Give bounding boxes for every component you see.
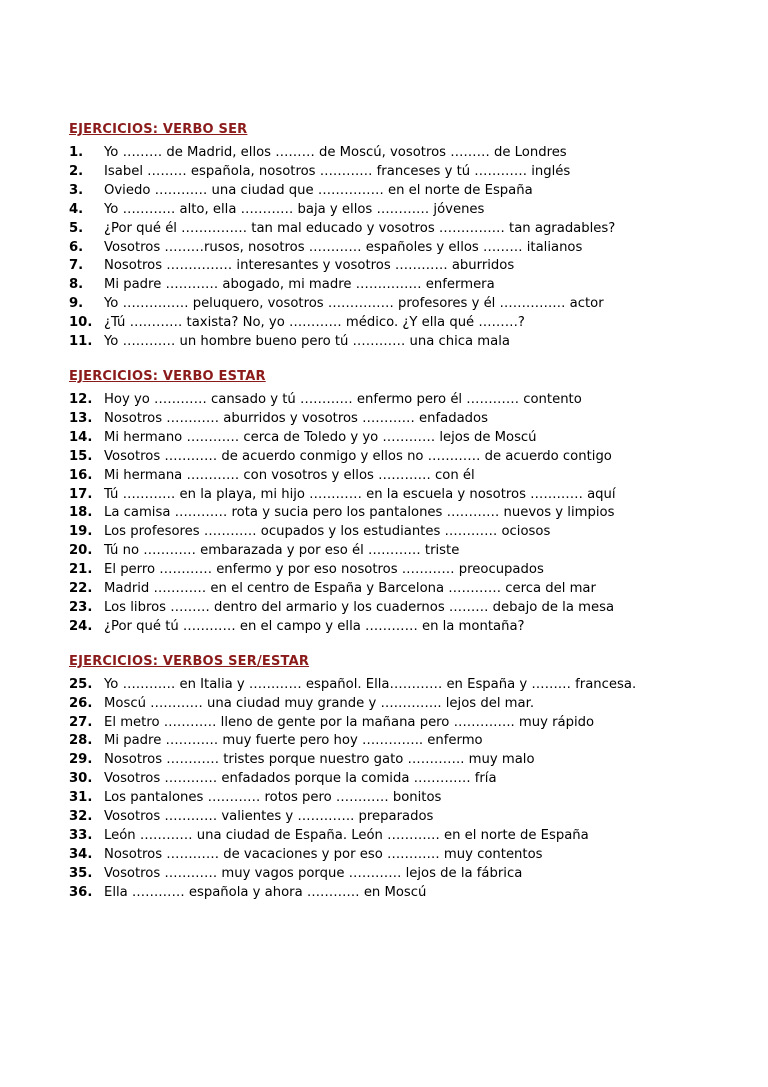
exercise-sentence: Yo ……… de Madrid, ellos ……… de Moscú, vosotros ……… de Londres [104, 145, 567, 160]
exercise-list [69, 144, 759, 352]
section-verbo-ser [69, 122, 759, 352]
exercise-number: 9. [69, 296, 84, 312]
exercise-item [69, 808, 759, 827]
exercise-list [69, 391, 759, 637]
exercise-number: 3. [69, 182, 84, 198]
exercise-sentence: Mi hermano ………… cerca de Toledo y yo ………… lejos de Moscú [104, 429, 537, 445]
exercise-number: 17. [69, 486, 93, 502]
exercise-item [69, 410, 759, 429]
section-verbo-estar [69, 369, 759, 637]
exercise-item [69, 448, 759, 467]
exercise-sentence: Vosotros ………rusos, nosotros ………… españoles y ellos ……… italianos [104, 239, 583, 255]
exercise-number: 34. [69, 846, 93, 862]
exercise-sentence: Vosotros ………… muy vagos porque ………… lejos de la fábrica [104, 865, 523, 881]
exercise-sentence: Nosotros ………… de vacaciones y por eso ………… muy contentos [104, 846, 543, 862]
exercise-sentence: Yo ………… en Italia y ………… español. Ella………… en España y ……… francesa. [104, 676, 637, 692]
exercise-number: 19. [69, 524, 93, 540]
exercise-sentence: ¿Por qué él …………… tan mal educado y vosotros …………… tan agradables? [104, 220, 616, 236]
exercise-item [69, 561, 759, 580]
exercise-item [69, 182, 759, 201]
exercise-number: 29. [69, 752, 93, 768]
exercise-item [69, 770, 759, 789]
exercise-item [69, 751, 759, 770]
exercise-number: 12. [69, 391, 93, 407]
exercise-number: 8. [69, 277, 84, 293]
exercise-sentence: Oviedo ………… una ciudad que …………… en el norte de España [104, 182, 533, 198]
exercise-sentence: Los libros ……… dentro del armario y los cuadernos ……… debajo de la mesa [104, 599, 615, 615]
exercise-item [69, 486, 759, 505]
exercise-number: 10. [69, 315, 93, 331]
exercise-sentence: ¿Tú ………… taxista? No, yo ………… médico. ¿Y ella qué ………? [104, 315, 525, 331]
exercise-number: 31. [69, 790, 93, 806]
exercise-number: 23. [69, 599, 93, 615]
exercise-number: 4. [69, 201, 84, 217]
exercise-item [69, 220, 759, 239]
exercise-sentence: Vosotros ………… enfadados porque la comida …………. fría [104, 771, 497, 787]
exercise-item [69, 257, 759, 276]
exercise-item [69, 827, 759, 846]
exercise-number: 22. [69, 581, 93, 597]
worksheet-page [69, 122, 759, 920]
exercise-sentence: Yo …………… peluquero, vosotros …………… profesores y él …………… actor [104, 296, 604, 312]
exercise-sentence: Los profesores ………… ocupados y los estudiantes ………… ociosos [104, 524, 551, 540]
exercise-item [69, 504, 759, 523]
section-title: EJERCICIOS: VERBO SER [69, 122, 248, 137]
exercise-item [69, 276, 759, 295]
exercise-item [69, 865, 759, 884]
exercise-sentence: La camisa ………… rota y sucia pero los pantalones ………… nuevos y limpios [104, 505, 615, 521]
exercise-sentence: Yo ………… un hombre bueno pero tú ………… una chica mala [104, 334, 510, 350]
exercise-number: 25. [69, 676, 93, 692]
exercise-item [69, 714, 759, 733]
exercise-item [69, 467, 759, 486]
exercise-sentence: Los pantalones ………… rotos pero ………… bonitos [104, 790, 442, 806]
exercise-sentence: Nosotros …………… interesantes y vosotros ………… aburridos [104, 258, 515, 274]
exercise-number: 6. [69, 239, 84, 255]
exercise-list [69, 676, 759, 903]
exercise-sentence: Yo ………… alto, ella ………… baja y ellos ………… jóvenes [104, 201, 485, 217]
exercise-number: 32. [69, 809, 93, 825]
exercise-number: 27. [69, 714, 93, 730]
exercise-item [69, 676, 759, 695]
exercise-item [69, 618, 759, 637]
exercise-number: 36. [69, 884, 93, 900]
exercise-item [69, 391, 759, 410]
exercise-number: 24. [69, 618, 93, 634]
exercise-item [69, 523, 759, 542]
exercise-sentence: ¿Por qué tú ………… en el campo y ella ………… en la montaña? [104, 618, 525, 634]
exercise-number: 16. [69, 467, 93, 483]
exercise-number: 1. [69, 145, 84, 160]
exercise-number: 28. [69, 733, 93, 749]
exercise-item [69, 599, 759, 618]
exercise-number: 20. [69, 543, 93, 559]
exercise-item [69, 239, 759, 258]
exercise-number: 14. [69, 429, 93, 445]
exercise-number: 35. [69, 865, 93, 881]
exercise-sentence: León ………… una ciudad de España. León ………… en el norte de España [104, 828, 589, 843]
exercise-sentence: El metro ………… lleno de gente por la mañana pero ………….. muy rápido [104, 714, 595, 730]
exercise-sentence: Tú ………… en la playa, mi hijo ………… en la escuela y nosotros ………… aquí [104, 486, 616, 502]
exercise-number: 30. [69, 771, 93, 787]
exercise-number: 11. [69, 334, 93, 350]
exercise-item [69, 695, 759, 714]
exercise-item [69, 333, 759, 352]
exercise-number: 26. [69, 695, 93, 711]
section-verbos-ser-estar [69, 654, 759, 903]
exercise-sentence: Isabel ……… española, nosotros ………… franceses y tú ………… inglés [104, 163, 571, 179]
exercise-sentence: Nosotros ………… tristes porque nuestro gato …………. muy malo [104, 752, 535, 768]
exercise-sentence: Mi padre ………… abogado, mi madre …………… enfermera [104, 277, 495, 293]
exercise-sentence: Madrid ………… en el centro de España y Barcelona ………… cerca del mar [104, 581, 596, 597]
exercise-item [69, 732, 759, 751]
exercise-number: 2. [69, 163, 84, 179]
exercise-sentence: Hoy yo ………… cansado y tú ………… enfermo pero él ………… contento [104, 391, 582, 407]
exercise-item [69, 846, 759, 865]
exercise-sentence: Mi padre ………… muy fuerte pero hoy ………….. enfermo [104, 733, 483, 749]
exercise-sentence: El perro ………… enfermo y por eso nosotros ………… preocupados [104, 562, 544, 578]
exercise-number: 5. [69, 220, 84, 236]
exercise-number: 13. [69, 410, 93, 426]
exercise-sentence: Moscú ………… una ciudad muy grande y ………….. lejos del mar. [104, 695, 535, 711]
exercise-number: 33. [69, 828, 93, 843]
exercise-item [69, 789, 759, 808]
exercise-number: 7. [69, 258, 84, 274]
exercise-sentence: Mi hermana ………… con vosotros y ellos ………… con él [104, 467, 475, 483]
section-title: EJERCICIOS: VERBO ESTAR [69, 368, 266, 384]
section-title: EJERCICIOS: VERBOS SER/ESTAR [69, 653, 310, 669]
exercise-number: 18. [69, 505, 93, 521]
exercise-number: 15. [69, 448, 93, 464]
exercise-sentence: Vosotros ………… valientes y …………. preparados [104, 809, 434, 825]
exercise-item [69, 295, 759, 314]
exercise-number: 21. [69, 562, 93, 578]
exercise-item [69, 884, 759, 903]
exercise-item [69, 144, 759, 163]
exercise-item [69, 314, 759, 333]
exercise-sentence: Vosotros ………… de acuerdo conmigo y ellos no ………… de acuerdo contigo [104, 448, 612, 464]
exercise-item [69, 163, 759, 182]
exercise-item [69, 201, 759, 220]
exercise-sentence: Ella ………… española y ahora ………… en Moscú [104, 884, 427, 900]
exercise-sentence: Nosotros ………… aburridos y vosotros ………… enfadados [104, 410, 488, 426]
exercise-sentence: Tú no ………… embarazada y por eso él ………… triste [104, 543, 460, 559]
exercise-item [69, 580, 759, 599]
exercise-item [69, 542, 759, 561]
exercise-item [69, 429, 759, 448]
